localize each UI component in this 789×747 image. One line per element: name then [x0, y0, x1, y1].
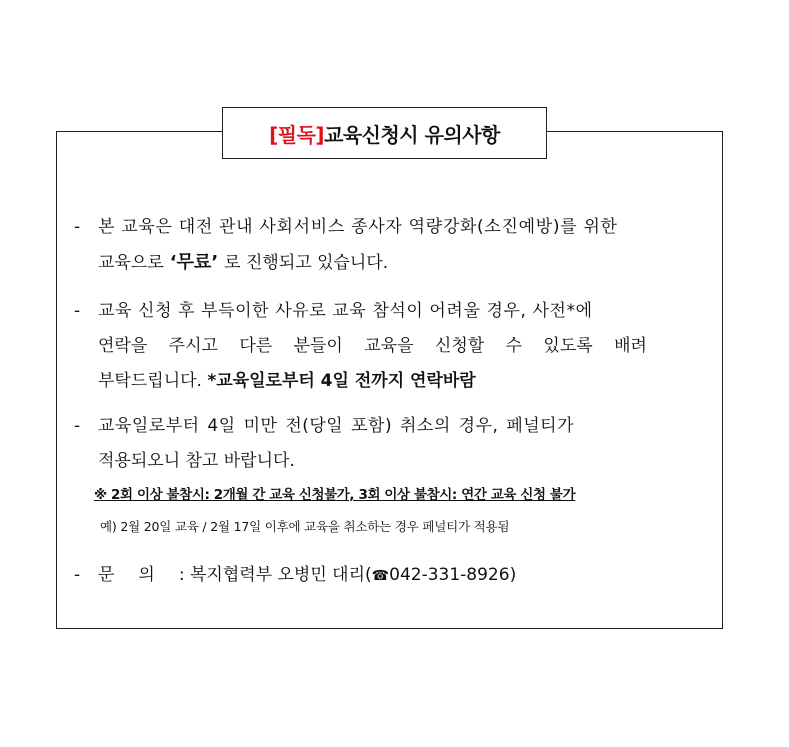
notice-title: [222, 107, 547, 159]
bullet-dash: -: [74, 301, 81, 321]
notice-item-penalty: [74, 409, 714, 479]
item3-line2: 적용되오니 참고 바랍니다.: [98, 451, 295, 471]
notice-item-cancel-contact: [74, 294, 714, 399]
required-reading-tag: [필독]: [269, 122, 325, 147]
phone-number: 042-331-8926: [389, 565, 510, 585]
item3-line1: 교육일로부터 4일 미만 전(당일 포함) 취소의 경우, 페널티가: [98, 416, 575, 436]
item1-line1: 본 교육은 대전 관내 사회서비스 종사자 역량강화(소진예방)를 위한: [98, 217, 618, 237]
contact-deadline-note: *교육일로부터 4일 전까지 연락바람: [207, 371, 476, 391]
free-label: ‘무료’: [169, 252, 219, 273]
phone-icon: ☎: [371, 568, 390, 584]
contact-value-suffix: ): [509, 565, 517, 585]
contact-line: [74, 560, 516, 585]
bullet-dash: -: [74, 565, 81, 585]
notice-item-free: [74, 210, 714, 281]
item2-line1: 교육 신청 후 부득이한 사유로 교육 참석이 어려울 경우, 사전*에: [98, 301, 593, 321]
contact-value-prefix: 복지협력부 오병민 대리(: [190, 565, 372, 585]
bullet-dash: -: [74, 416, 81, 436]
item2-line2: 연락을 주시고 다른 분들이 교육을 신청할 수 있도록 배려: [98, 336, 647, 356]
bullet-dash: -: [74, 217, 81, 237]
contact-label: 문의: [98, 565, 179, 585]
title-text: 교육신청시 유의사항: [324, 122, 500, 147]
contact-separator: :: [178, 565, 185, 585]
item1-line2-suffix: 로 진행되고 있습니다.: [224, 253, 389, 273]
item2-line3-prefix: 부탁드립니다.: [98, 371, 202, 391]
penalty-warning: ※ 2회 이상 불참시: 2개월 간 교육 신청불가, 3회 이상 불참시: 연간 교육 신청 불가: [94, 487, 576, 503]
item1-line2-prefix: 교육으로: [98, 253, 164, 273]
penalty-example: 예) 2월 20일 교육 / 2월 17일 이후에 교육을 취소하는 경우 페널티가 적용됨: [100, 519, 510, 534]
